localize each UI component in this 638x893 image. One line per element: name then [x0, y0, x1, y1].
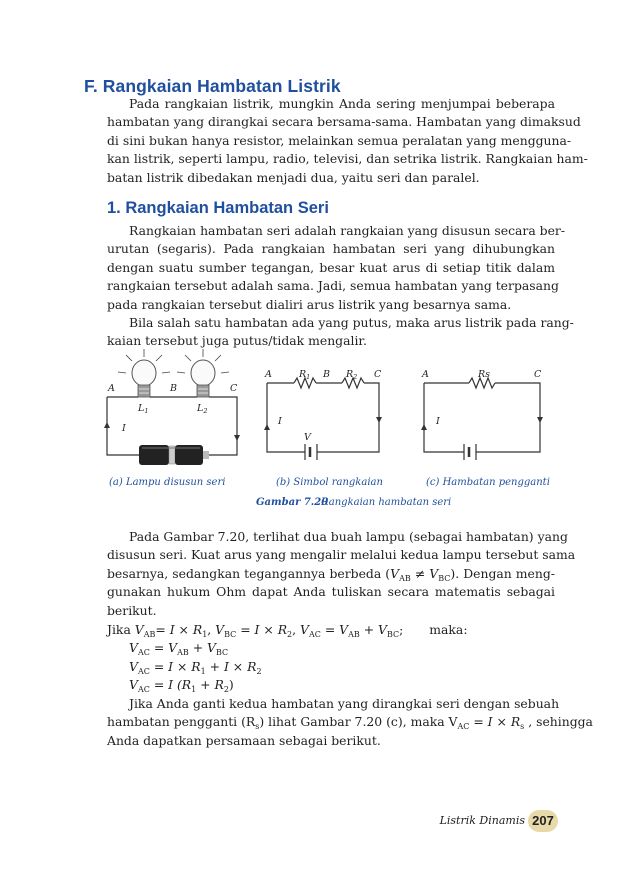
label-c-I: I	[436, 416, 440, 427]
section-title: F. Rangkaian Hambatan Listrik	[84, 76, 341, 96]
intro-paragraph: Pada rangkaian listrik, mungkin Anda sering menjumpai beberapa hambatan yang dirangkai secara bersama-sama. Hambatan yang dimaksud di sini bukan hanya resistor, melainkan semua peralatan yang mengguna- kan listrik, seperti lampu, radio, televisi, dan setrika listrik. Rangkaian ham- batan listrik dibedakan menjadi dua, yaitu seri dan paralel.	[107, 96, 588, 185]
label-a-A: A	[108, 383, 115, 394]
paragraph-3: Pada Gambar 7.20, terlihat dua buah lampu (sebagai hambatan) yang disusun seri. Kuat arus yang mengalir melalui kedua lampu tersebut sama besarnya, sedangkan tegangannya berbeda $(V_{AB} \ne V_{BC})$. Dengan meng- gunakan hukum Ohm dapat Anda tuliskan secara matematis sebagai berikut.	[107, 529, 576, 618]
equation-1: $V_{AC} = V_{AB} + V_{BC}$	[129, 640, 229, 657]
seri-paragraph-1: Rangkaian hambatan seri adalah rangkaian yang disusun secara ber- urutan (segaris). Pada rangkaian hambatan seri yang dihubungkan dengan suatu sumber tegangan, besar kuat arus di setiap titik dalam rangkaian tersebut adalah sama. Jadi, semua hambatan yang terpasang pada rangkaian tersebut dialiri arus listrik yang besarnya sama.	[107, 223, 566, 312]
bulb-2-icon	[191, 360, 215, 386]
figure-7-20	[104, 345, 554, 510]
label-a-B: B	[170, 383, 177, 394]
label-c-C: C	[534, 369, 542, 380]
panel-c-equivalent	[421, 369, 543, 460]
equation-3: $V_{AC} = I$ $(R_1 + R_2)$	[129, 677, 234, 694]
figure-number: Gambar 7.20	[256, 497, 329, 508]
page-number: 207	[528, 810, 558, 832]
footer-chapter-title: Listrik Dinamis	[439, 814, 525, 827]
equation-intro: Jika $V_{AB}= I \times R_1$, $V_{BC} = I \times R_2$, $V_{AC} = V_{AB} + V_{BC}$; maka:	[107, 622, 468, 639]
label-L1: $L_1$	[138, 403, 149, 415]
caption-a: (a) Lampu disusun seri	[109, 477, 226, 488]
subsection-title: 1. Rangkaian Hambatan Seri	[107, 199, 329, 217]
equation-2: $V_{AC} = I \times R_1 + I \times R_2$	[129, 659, 262, 676]
panel-a-lamps	[104, 349, 240, 465]
label-b-B: B	[323, 369, 330, 380]
label-a-I: I	[122, 423, 126, 434]
label-b-C: C	[374, 369, 382, 380]
label-b-I: I	[278, 416, 282, 427]
caption-c: (c) Hambatan pengganti	[426, 477, 550, 488]
label-R2: $R_2$	[346, 369, 358, 381]
label-b-A: A	[265, 369, 272, 380]
battery-icon	[139, 445, 209, 465]
panel-b-symbols	[264, 369, 382, 460]
label-b-V: V	[304, 432, 311, 443]
figure-caption: Rangkaian hambatan seri	[321, 497, 452, 508]
label-L2: $L_2$	[197, 403, 208, 415]
label-a-C: C	[230, 383, 238, 394]
label-R1: $R_1$	[299, 369, 311, 381]
caption-b: (b) Simbol rangkaian	[276, 477, 383, 488]
seri-paragraph-2: Bila salah satu hambatan ada yang putus, maka arus listrik pada rang- kaian tersebut juga putus/tidak mengalir.	[107, 315, 574, 349]
label-c-A: A	[422, 369, 429, 380]
label-Rs: Rs	[478, 369, 491, 380]
bulb-1-icon	[132, 360, 156, 386]
paragraph-4: Jika Anda ganti kedua hambatan yang dirangkai seri dengan sebuah hambatan pengganti $(R_s)$ lihat Gambar 7.20 (c), maka $V_{AC} = I \times R_s$ , sehingga Anda dapatkan persamaan sebagai berikut.	[107, 696, 593, 748]
current-arrow-a	[104, 422, 110, 428]
